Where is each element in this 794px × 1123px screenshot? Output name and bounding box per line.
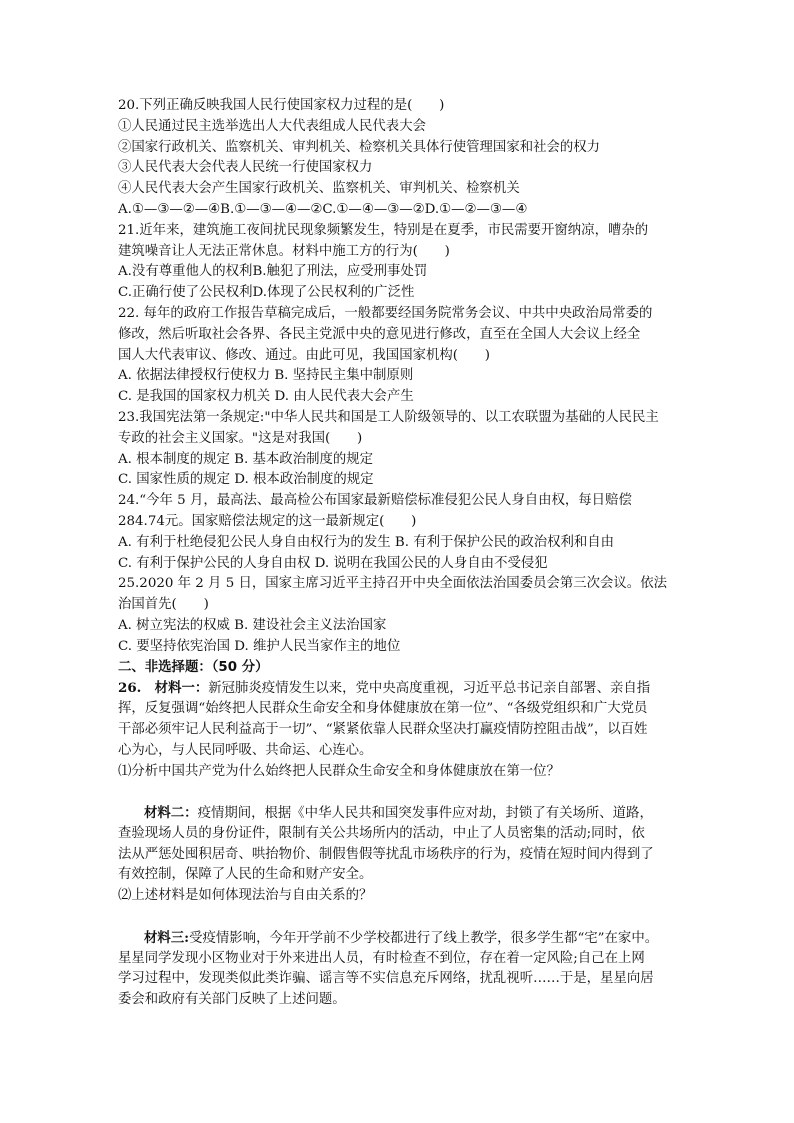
question-24-options-line: A. 有利于杜绝侵犯公民人身自由权行为的发生 B. 有利于保护公民的政治权利和自由 (118, 534, 615, 550)
material-2-label: 材料二： (144, 805, 198, 822)
material-3-line: 学习过程中，发现类似此类诈骗、谣言等不实信息充斥网络，扰乱视听……于是，星星向居 (118, 971, 654, 987)
question-21-stem-line: 建筑噪音让人无法正常休息。材料中施工方的行为( ) (118, 243, 450, 259)
question-22-options-line: A. 依据法律授权行使权力 B. 坚持民主集中制原则 (118, 368, 414, 384)
question-23-stem-line: 23.我国宪法第一条规定:"中华人民共和国是工人阶级领导的、以工农联盟为基础的人民民主 (118, 409, 659, 425)
sub-question-1: ⑴分析中国共产党为什么始终把人民群众生命安全和身体健康放在第一位？ (118, 763, 560, 779)
question-25-options-line: A. 树立宪法的权威 B. 建设社会主义法治国家 (118, 617, 387, 633)
question-24 (118, 491, 680, 574)
question-22-stem-line: 22. 每年的政府工作报告草稿完成后，一般都要经国务院常务会议、中共中央政治局常委的 (118, 305, 653, 321)
material-1-line: 心为心，与人民同呼吸、共命运、心连心。 (118, 742, 373, 758)
question-20-options: A.①—③—②—④B.①—③—④—②C.①—④—③—②D.①—②—③—④ (118, 201, 528, 217)
material-1-label: 26. 材料一： (118, 680, 209, 697)
question-25-stem-line: 25.2020 年 2 月 5 日，国家主席习近平主持召开中央全面依法治国委员会第三次会议。依法 (118, 576, 667, 592)
sub-question-2: ⑵上述材料是如何体现法治与自由关系的？ (118, 888, 373, 904)
material-1-line: 挥，反复强调“始终把人民群众生命安全和身体健康放在第一位”、“各级党组织和广大党员 (118, 701, 648, 717)
page-content (118, 96, 680, 1011)
material-3-line: 星星同学发现小区物业对于外来进出人员，有时检查不到位，存在着一定风险;自己在上网 (118, 950, 645, 966)
question-22 (118, 304, 680, 408)
material-1-first-line (118, 678, 680, 699)
question-23-options-line: A. 根本制度的规定 B. 基本政治制度的规定 (118, 451, 374, 467)
answer-space (118, 782, 680, 803)
question-20 (118, 96, 680, 221)
material-3-text: 受疫情影响，今年开学前不少学校都进行了线上教学，很多学生都“宅”在家中。 (189, 930, 659, 946)
question-20-item-3: ③人民代表大会代表人民统一行使国家权力 (118, 160, 373, 176)
question-22-stem-line: 修改，然后听取社会各界、各民主党派中央的意见进行修改，直至在全国人大会议上经全 (118, 326, 641, 342)
question-25 (118, 574, 680, 657)
material-3-line: 委会和政府有关部门反映了上述问题。 (118, 992, 346, 1008)
answer-space (118, 907, 680, 928)
question-25-options-line: C. 要坚持依宪治国 D. 维护人民当家作主的地位 (118, 638, 401, 654)
question-23-options-line: C. 国家性质的规定 D. 根本政治制度的规定 (118, 472, 374, 488)
question-24-stem-line: 24.“今年 5 月，最高法、最高检公布国家最新赔偿标准侵犯公民人身自由权，每日赔偿 (118, 493, 632, 509)
question-21-stem-line: 21.近年来，建筑施工夜间扰民现象频繁发生，特别是在夏季，市民需要开窗纳凉，嘈杂的 (118, 222, 649, 238)
question-23-stem-line: 专政的社会主义国家。"这是对我国( ) (118, 430, 363, 446)
question-26 (118, 678, 680, 1011)
material-2-text: 疫情期间，根据《中华人民共和国突发事件应对劫，封锁了有关场所、道路， (197, 806, 653, 822)
material-2-line: 查验现场人员的身份证件，限制有关公共场所内的活动，中止了人员密集的活动;同时，依 (118, 825, 645, 841)
question-24-options-line: C. 有利于保护公民的人身自由权 D. 说明在我国公民的人身自由不受侵犯 (118, 555, 548, 571)
material-2-line: 有效控制，保障了人民的生命和财产安全。 (118, 867, 373, 883)
question-22-stem-line: 国人大代表审议、修改、通过。由此可见，我国国家机构( ) (118, 347, 490, 363)
material-3-first-line (118, 928, 680, 949)
material-2-line: 法从严惩处囤积居奇、哄抬物价、制假售假等扰乱市场秩序的行为，疫情在短时间内得到了 (118, 846, 654, 862)
material-3-label: 材料三: (144, 929, 190, 946)
question-25-stem-line: 治国首先( ) (118, 597, 209, 613)
question-21-options-line: C.正确行使了公民权利D.体现了公民权利的广泛性 (118, 285, 415, 301)
question-20-item-4: ④人民代表大会产生国家行政机关、监察机关、审判机关、检察机关 (118, 181, 520, 197)
question-24-stem-line: 284.74元。国家赔偿法规定的这一最新规定( ) (118, 513, 417, 529)
question-21 (118, 221, 680, 304)
question-23 (118, 408, 680, 491)
material-1-text: 新冠肺炎疫情发生以来，党中央高度重视，习近平总书记亲自部署、亲自指 (208, 681, 651, 697)
material-2-first-line (118, 803, 680, 824)
section-2-title: 二、非选择题：（50 分） (118, 659, 269, 675)
question-20-item-2: ②国家行政机关、监察机关、审判机关、检察机关具体行使管理国家和社会的权力 (118, 139, 601, 155)
question-20-stem: 20.下列正确反映我国人民行使国家权力过程的是( ) (118, 98, 445, 113)
question-20-item-1: ①人民通过民主选举选出人大代表组成人民代表大会 (118, 118, 426, 134)
question-22-options-line: C. 是我国的国家权力机关 D. 由人民代表大会产生 (118, 389, 414, 405)
material-1-line: 干部必须牢记人民利益高于一切”、“紧紧依靠人民群众坚决打赢疫情防控阻击战”，以百姓 (118, 721, 648, 737)
question-21-options-line: A.没有尊重他人的权利B.触犯了刑法，应受刑事处罚 (118, 264, 428, 280)
